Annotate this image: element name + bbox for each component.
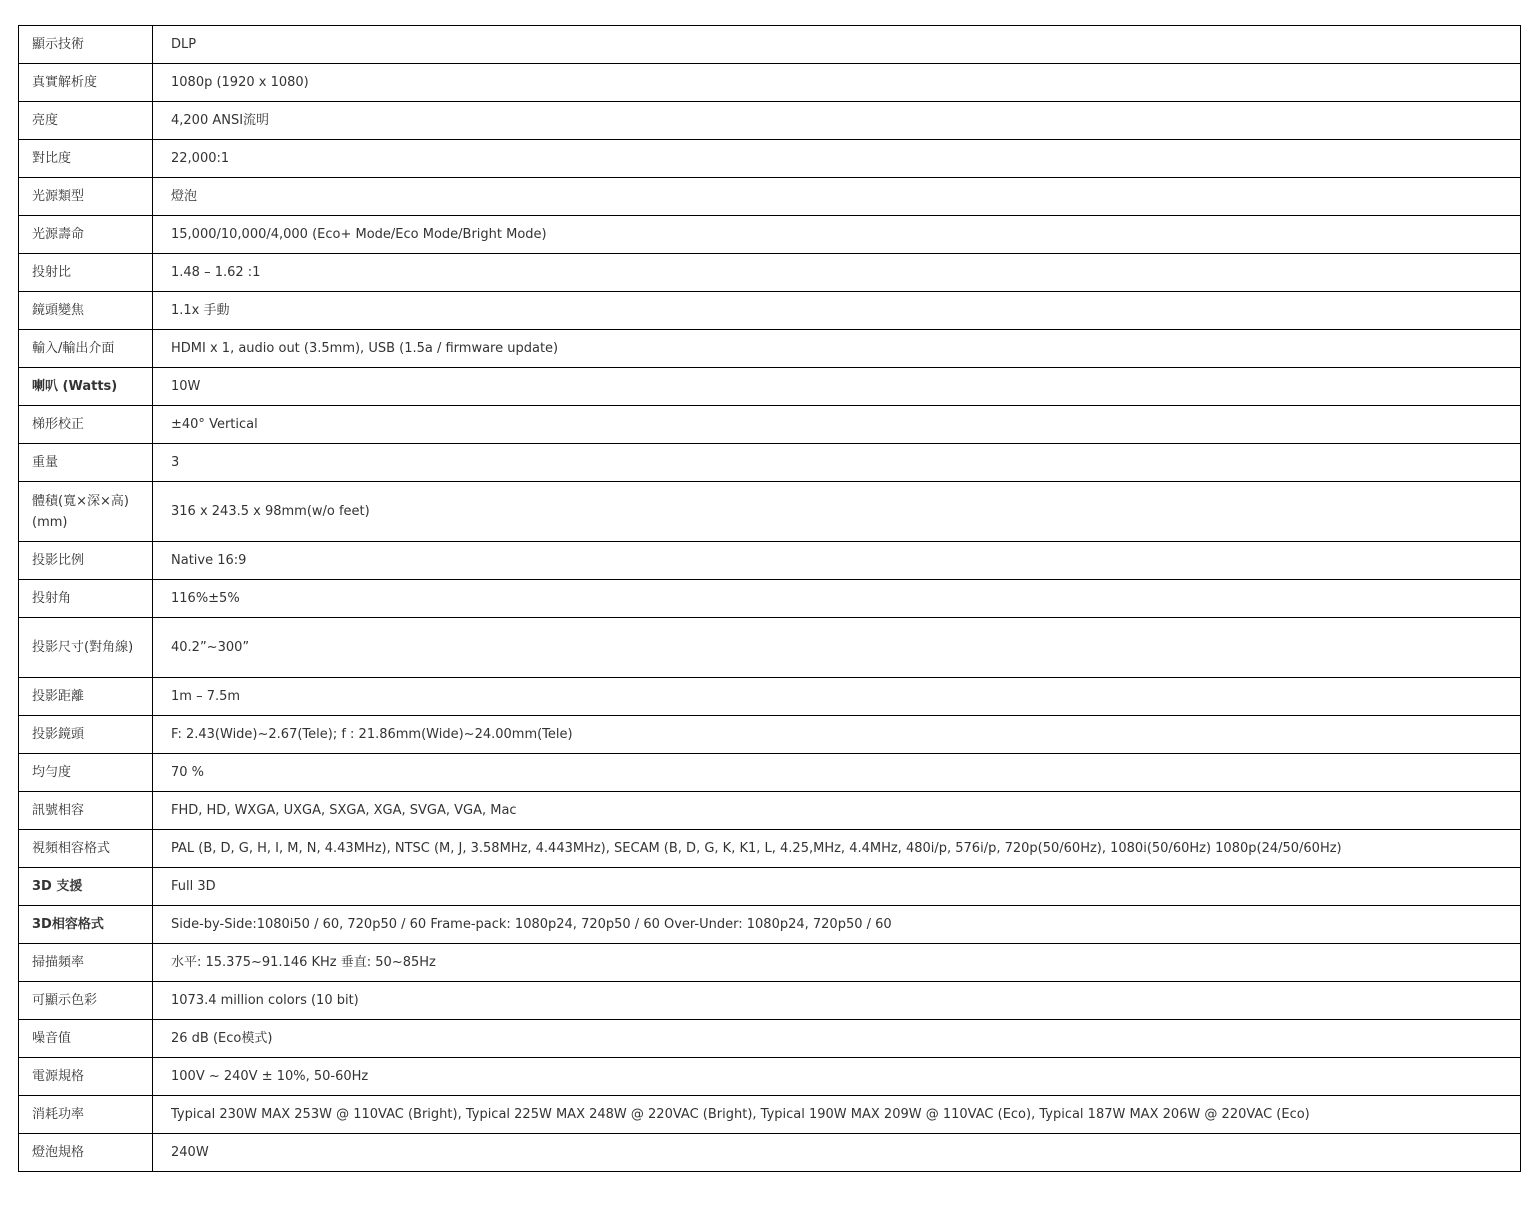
table-row	[19, 330, 1521, 368]
spec-value: 316 x 243.5 x 98mm(w/o feet)	[153, 482, 1521, 542]
spec-label: 電源規格	[19, 1058, 153, 1096]
spec-value: Native 16:9	[153, 542, 1521, 580]
spec-value: FHD, HD, WXGA, UXGA, SXGA, XGA, SVGA, VGA, Mac	[153, 792, 1521, 830]
spec-label: 亮度	[19, 102, 153, 140]
table-row	[19, 140, 1521, 178]
spec-value: Typical 230W MAX 253W @ 110VAC (Bright), Typical 225W MAX 248W @ 220VAC (Bright), Typical 190W MAX 209W @ 110VAC (Eco), Typical 187W MAX 206W @ 220VAC (Eco)	[153, 1096, 1521, 1134]
spec-value: 1.1x 手動	[153, 292, 1521, 330]
table-row	[19, 542, 1521, 580]
spec-label: 對比度	[19, 140, 153, 178]
spec-label: 視頻相容格式	[19, 830, 153, 868]
spec-label: 投影尺寸(對角線)	[19, 618, 153, 678]
table-row	[19, 216, 1521, 254]
table-row	[19, 444, 1521, 482]
spec-value: PAL (B, D, G, H, I, M, N, 4.43MHz), NTSC (M, J, 3.58MHz, 4.443MHz), SECAM (B, D, G, K, K1, L, 4.25,MHz, 4.4MHz, 480i/p, 576i/p, 720p(50/60Hz), 1080i(50/60Hz) 1080p(24/50/60Hz)	[153, 830, 1521, 868]
spec-label: 投影鏡頭	[19, 716, 153, 754]
table-row	[19, 178, 1521, 216]
spec-label: 投影比例	[19, 542, 153, 580]
spec-label: 可顯示色彩	[19, 982, 153, 1020]
spec-value: 40.2”~300”	[153, 618, 1521, 678]
table-row	[19, 830, 1521, 868]
table-row	[19, 868, 1521, 906]
spec-value: 70 %	[153, 754, 1521, 792]
spec-label: 投射角	[19, 580, 153, 618]
spec-value: 100V ~ 240V ± 10%, 50-60Hz	[153, 1058, 1521, 1096]
spec-label: 光源壽命	[19, 216, 153, 254]
table-row	[19, 906, 1521, 944]
spec-value: 1073.4 million colors (10 bit)	[153, 982, 1521, 1020]
spec-label: 均勻度	[19, 754, 153, 792]
spec-value: 240W	[153, 1134, 1521, 1172]
spec-label: 鏡頭變焦	[19, 292, 153, 330]
spec-label: 光源類型	[19, 178, 153, 216]
spec-label: 輸入/輸出介面	[19, 330, 153, 368]
table-row	[19, 26, 1521, 64]
spec-value: 10W	[153, 368, 1521, 406]
spec-value: DLP	[153, 26, 1521, 64]
spec-label: 體積(寬×深×高) (mm)	[19, 482, 153, 542]
spec-label: 重量	[19, 444, 153, 482]
table-row	[19, 1134, 1521, 1172]
spec-value: Full 3D	[153, 868, 1521, 906]
spec-value: 1.48 – 1.62 :1	[153, 254, 1521, 292]
table-row	[19, 102, 1521, 140]
spec-label: 消耗功率	[19, 1096, 153, 1134]
spec-value: 116%±5%	[153, 580, 1521, 618]
spec-label: 喇叭 (Watts)	[19, 368, 153, 406]
spec-table	[18, 25, 1521, 1172]
table-row	[19, 368, 1521, 406]
table-row	[19, 944, 1521, 982]
table-row	[19, 254, 1521, 292]
spec-label: 3D相容格式	[19, 906, 153, 944]
table-row	[19, 64, 1521, 102]
spec-label: 真實解析度	[19, 64, 153, 102]
spec-label: 掃描頻率	[19, 944, 153, 982]
spec-value: 4,200 ANSI流明	[153, 102, 1521, 140]
table-row	[19, 1058, 1521, 1096]
table-row	[19, 618, 1521, 678]
spec-value: 22,000:1	[153, 140, 1521, 178]
table-row	[19, 792, 1521, 830]
spec-value: 1m – 7.5m	[153, 678, 1521, 716]
table-row	[19, 580, 1521, 618]
spec-value: 1080p (1920 x 1080)	[153, 64, 1521, 102]
spec-value: 15,000/10,000/4,000 (Eco+ Mode/Eco Mode/Bright Mode)	[153, 216, 1521, 254]
spec-label: 顯示技術	[19, 26, 153, 64]
spec-label: 燈泡規格	[19, 1134, 153, 1172]
spec-label: 投影距離	[19, 678, 153, 716]
table-row	[19, 1096, 1521, 1134]
spec-value: 水平: 15.375~91.146 KHz 垂直: 50~85Hz	[153, 944, 1521, 982]
spec-value: 3	[153, 444, 1521, 482]
table-row	[19, 678, 1521, 716]
spec-value: Side-by-Side:1080i50 / 60, 720p50 / 60 Frame-pack: 1080p24, 720p50 / 60 Over-Under: 1080p24, 720p50 / 60	[153, 906, 1521, 944]
table-row	[19, 406, 1521, 444]
table-row	[19, 1020, 1521, 1058]
spec-value: HDMI x 1, audio out (3.5mm), USB (1.5a / firmware update)	[153, 330, 1521, 368]
table-row	[19, 292, 1521, 330]
spec-label: 梯形校正	[19, 406, 153, 444]
table-row	[19, 716, 1521, 754]
spec-label: 噪音值	[19, 1020, 153, 1058]
spec-label: 訊號相容	[19, 792, 153, 830]
spec-value: ±40° Vertical	[153, 406, 1521, 444]
spec-value: 26 dB (Eco模式)	[153, 1020, 1521, 1058]
table-row	[19, 982, 1521, 1020]
spec-label: 3D 支援	[19, 868, 153, 906]
spec-value: 燈泡	[153, 178, 1521, 216]
spec-table-container	[18, 25, 1521, 1172]
table-row	[19, 754, 1521, 792]
spec-value: F: 2.43(Wide)~2.67(Tele); f : 21.86mm(Wide)~24.00mm(Tele)	[153, 716, 1521, 754]
spec-label: 投射比	[19, 254, 153, 292]
table-row	[19, 482, 1521, 542]
